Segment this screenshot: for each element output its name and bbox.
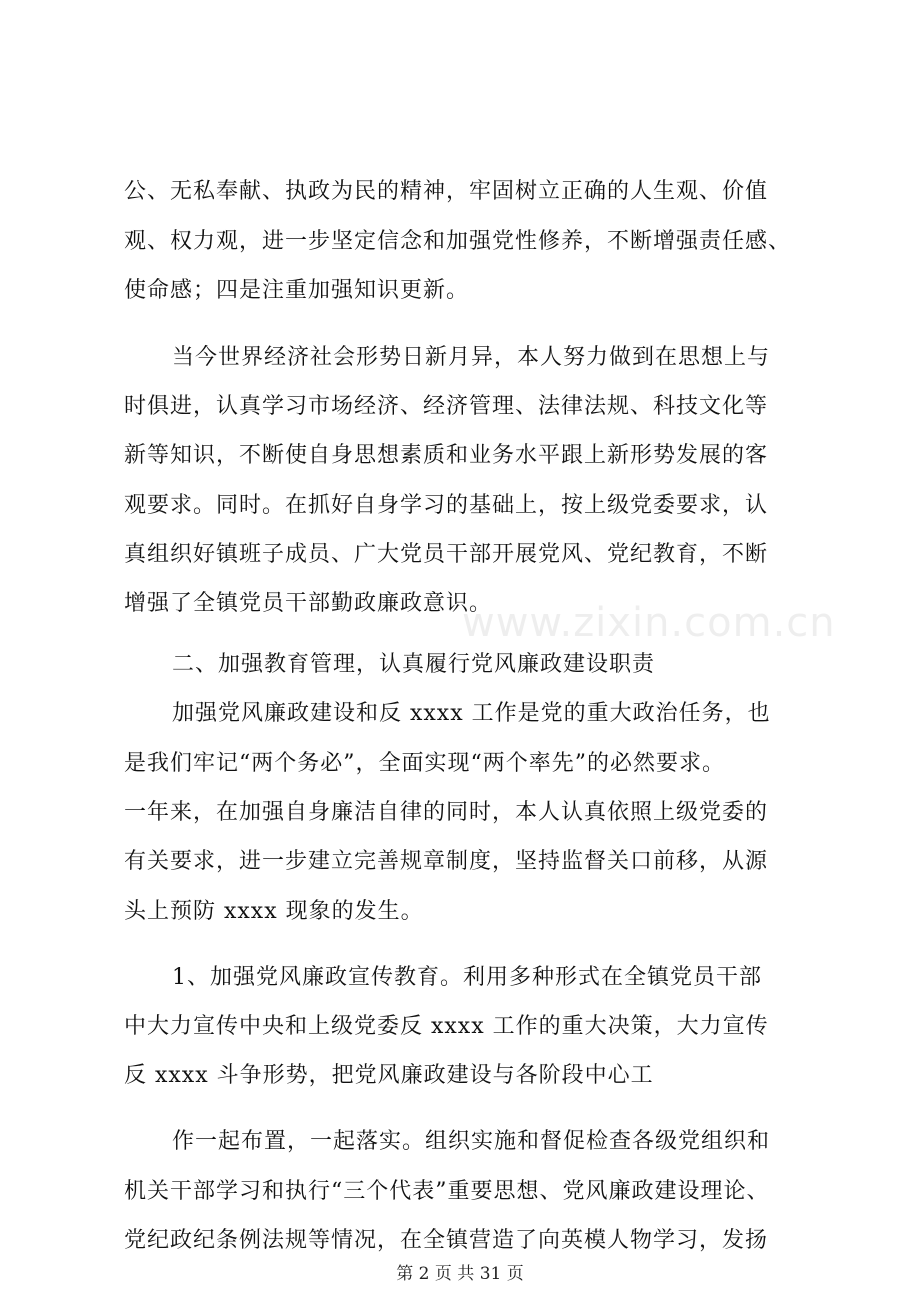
text-line: 增强了全镇党员干部勤政廉政意识。 — [124, 591, 493, 616]
paragraph-first-line: 作一起布置，一起落实。组织实施和督促检查各级党组织和 — [172, 1129, 771, 1154]
page-number-footer: 第 2 页 共 31 页 — [396, 1264, 524, 1284]
text-line: 使命感；四是注重加强知识更新。 — [124, 278, 470, 303]
text-line: 有关要求，进一步建立完善规章制度，坚持监督关口前移，从源 — [124, 849, 769, 874]
paragraph-first-line: 1、加强党风廉政宣传教育。利用多种形式在全镇党员干部 — [172, 965, 762, 990]
paragraph-first-line: 加强党风廉政建设和反 xxxx 工作是党的重大政治任务，也 — [172, 701, 771, 726]
text-line: 党纪政纪条例法规等情况，在全镇营造了向英模人物学习，发扬 — [124, 1228, 769, 1253]
paragraph-first-line: 当今世界经济社会形势日新月异，本人努力做到在思想上与 — [172, 345, 771, 370]
text-line: 公、无私奉献、执政为民的精神，牢固树立正确的人生观、价值 — [124, 179, 769, 204]
text-line: 真组织好镇班子成员、广大党员干部开展党风、党纪教育，不断 — [124, 542, 769, 567]
text-line: 反 xxxx 斗争形势，把党风廉政建设与各阶段中心工 — [124, 1063, 654, 1088]
text-line: 机关干部学习和执行“三个代表”重要思想、党风廉政建设理论、 — [124, 1179, 770, 1204]
text-line: 时俱进，认真学习市场经济、经济管理、法律法规、科技文化等 — [124, 394, 769, 419]
watermark: www.zixin.com.cn — [462, 600, 836, 646]
text-line: 观、权力观，进一步坚定信念和加强党性修养，不断增强责任感、 — [124, 229, 792, 254]
text-line: 一年来，在加强自身廉洁自律的同时，本人认真依照上级党委的 — [124, 800, 769, 825]
text-line: 观要求。同时。在抓好自身学习的基础上，按上级党委要求，认 — [124, 493, 769, 518]
section-heading: 二、加强教育管理，认真履行党风廉政建设职责 — [172, 652, 656, 677]
text-line: 是我们牢记“两个务必”，全面实现“两个率先”的必然要求。 — [124, 751, 725, 776]
text-line: 新等知识，不断使自身思想素质和业务水平跟上新形势发展的客 — [124, 443, 769, 468]
text-line: 中大力宣传中央和上级党委反 xxxx 工作的重大决策，大力宣传 — [124, 1014, 769, 1039]
text-line: 头上预防 xxxx 现象的发生。 — [124, 899, 424, 924]
